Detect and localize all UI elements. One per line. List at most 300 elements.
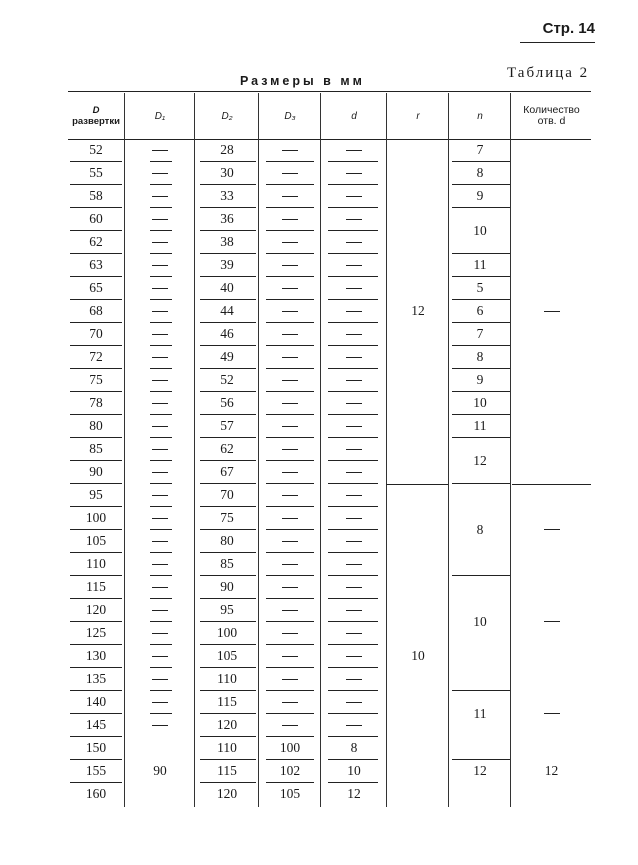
n-group-value: 6 [476,303,484,318]
row-rule [200,414,256,415]
dash-cell [126,393,194,413]
group-rule [452,391,510,392]
dash-mark [152,173,168,174]
group-rule [452,253,510,254]
row-rule [328,299,378,300]
row-rule [328,345,378,346]
dash-cell [126,462,194,482]
dash-mark [282,495,298,496]
row-rule [200,552,256,553]
row-rule [328,230,378,231]
header-d2: D₂ [221,110,233,122]
dash-cell [260,140,320,160]
value-cell: 105 [85,533,107,548]
row-rule [328,690,378,691]
r-group-value: 12 [411,303,425,318]
dash-mark [282,288,298,289]
row-rule [150,460,172,461]
units-caption: Размеры в мм [240,74,365,88]
dash-mark [544,311,560,312]
value-cell: 140 [85,694,107,709]
dash-cell [126,278,194,298]
value-cell: 85 [89,441,103,456]
dash-mark [282,518,298,519]
value-cell: 39 [220,257,234,272]
dash-mark [544,713,560,714]
col-separator [448,93,449,807]
value-cell: 52 [89,142,103,157]
dash-mark [152,380,168,381]
dash-mark [282,150,298,151]
row-rule [266,736,314,737]
dash-mark [152,150,168,151]
row-rule [266,506,314,507]
header-d1: D₁ [154,110,166,122]
dash-cell [260,508,320,528]
dash-cell [126,324,194,344]
n-group-value: 7 [476,142,484,157]
dash-cell [126,163,194,183]
row-rule [70,460,122,461]
row-rule [150,667,172,668]
col-separator [510,93,511,807]
row-rule [70,575,122,576]
row-rule [328,483,378,484]
row-rule [266,483,314,484]
dash-mark [346,219,362,220]
row-rule [150,690,172,691]
row-rule [328,368,378,369]
row-rule [328,667,378,668]
dash-cell [512,704,591,724]
dash-mark [282,265,298,266]
row-rule [200,575,256,576]
row-rule [70,368,122,369]
row-rule [70,782,122,783]
dash-mark [346,449,362,450]
row-rule [150,644,172,645]
value-cell: 110 [86,556,106,571]
row-rule [70,207,122,208]
value-cell: 95 [220,602,234,617]
n-group-value: 7 [476,326,484,341]
row-rule [328,713,378,714]
dash-mark [544,529,560,530]
dash-cell [260,669,320,689]
dash-mark [282,449,298,450]
group-rule [452,437,510,438]
value-cell: 120 [85,602,107,617]
value-cell: 160 [85,786,107,801]
row-rule [70,322,122,323]
row-rule [266,414,314,415]
dash-mark [346,173,362,174]
row-rule [328,460,378,461]
dash-cell [260,715,320,735]
page-number: Стр. 14 [542,20,595,37]
dash-mark [282,541,298,542]
dash-mark [152,518,168,519]
dash-mark [152,725,168,726]
header-d-hole: d [351,110,357,122]
value-cell: 30 [220,165,234,180]
row-rule [266,276,314,277]
dash-mark [346,679,362,680]
dash-cell [260,324,320,344]
value-cell: 72 [89,349,103,364]
value-cell: 44 [220,303,234,318]
page-number-rule [520,42,595,43]
dash-mark [346,587,362,588]
dash-mark [152,265,168,266]
dash-mark [152,610,168,611]
value-cell: 46 [220,326,234,341]
value-cell: 95 [89,487,103,502]
dash-cell [322,232,386,252]
dash-cell [260,232,320,252]
dash-cell [512,520,591,540]
dash-cell [322,439,386,459]
header-d-subtitle: развертки [72,116,120,127]
value-cell: 38 [220,234,234,249]
row-rule [328,184,378,185]
dash-cell [126,186,194,206]
row-rule [200,437,256,438]
value-cell: 75 [89,372,103,387]
dash-cell [322,255,386,275]
value-cell: 70 [220,487,234,502]
dash-mark [152,288,168,289]
dash-cell [322,370,386,390]
row-rule [70,276,122,277]
dash-cell [322,692,386,712]
value-cell: 90 [89,464,103,479]
dash-mark [346,541,362,542]
row-rule [200,736,256,737]
dash-mark [152,403,168,404]
value-cell: 68 [89,303,103,318]
row-rule [200,598,256,599]
group-rule [452,207,510,208]
row-rule [70,598,122,599]
dash-mark [346,656,362,657]
dash-mark [346,472,362,473]
value-cell: 120 [216,786,238,801]
n-group-value: 8 [476,521,484,537]
dash-mark [282,610,298,611]
row-rule [150,299,172,300]
dash-mark [152,311,168,312]
group-rule [452,759,510,760]
value-cell: 12 [347,786,361,801]
row-rule [200,667,256,668]
dash-cell [260,278,320,298]
dash-cell [126,554,194,574]
row-rule [266,207,314,208]
value-cell: 55 [89,165,103,180]
dash-mark [282,426,298,427]
row-rule [266,391,314,392]
row-rule [266,161,314,162]
dash-cell [126,623,194,643]
row-rule [328,598,378,599]
dash-mark [346,564,362,565]
dash-cell [126,485,194,505]
dash-mark [282,633,298,634]
dash-cell [260,462,320,482]
dash-mark [152,564,168,565]
row-rule [328,276,378,277]
dash-cell [322,577,386,597]
value-cell: 28 [220,142,234,157]
dash-cell [322,416,386,436]
row-rule [70,184,122,185]
dash-cell [260,485,320,505]
dash-mark [282,219,298,220]
group-rule [452,276,510,277]
row-rule [328,322,378,323]
dash-cell [322,600,386,620]
dash-cell [126,232,194,252]
dash-cell [322,554,386,574]
dash-mark [152,219,168,220]
value-cell: 63 [89,257,103,272]
row-rule [150,713,172,714]
header-count-label: Количество [523,104,580,116]
dash-cell [322,209,386,229]
dash-cell [260,370,320,390]
group-rule [452,368,510,369]
dash-cell [126,577,194,597]
row-rule [200,759,256,760]
dash-cell [260,209,320,229]
dash-mark [346,495,362,496]
row-rule [150,184,172,185]
row-rule [200,253,256,254]
group-rule [452,575,510,576]
dash-mark [346,518,362,519]
dash-cell [126,347,194,367]
row-rule [328,621,378,622]
value-cell: 80 [89,418,103,433]
row-rule [200,368,256,369]
value-cell: 115 [217,763,237,778]
row-rule [328,759,378,760]
row-rule [70,552,122,553]
dash-cell [322,278,386,298]
dash-cell [512,612,591,632]
dash-mark [152,495,168,496]
row-rule [70,414,122,415]
dash-cell [322,347,386,367]
col-separator [124,93,125,807]
row-rule [328,207,378,208]
dash-cell [126,416,194,436]
dash-mark [346,288,362,289]
row-rule [266,253,314,254]
row-rule [328,437,378,438]
dash-cell [126,646,194,666]
dash-mark [282,702,298,703]
row-rule [70,759,122,760]
row-rule [266,322,314,323]
row-rule [200,322,256,323]
value-cell: 49 [220,349,234,364]
row-rule [70,391,122,392]
dash-cell [126,692,194,712]
dash-mark [346,311,362,312]
dash-cell [322,186,386,206]
n-group-value: 9 [476,188,484,203]
row-rule [150,391,172,392]
group-rule [452,299,510,300]
group-rule [452,184,510,185]
dash-cell [260,186,320,206]
row-rule [70,667,122,668]
row-rule [266,644,314,645]
dash-mark [346,426,362,427]
value-cell: 145 [85,717,107,732]
row-rule [266,529,314,530]
n-group-value: 8 [476,165,484,180]
row-rule [328,506,378,507]
row-rule [328,782,378,783]
n-group-value: 5 [476,280,484,295]
row-rule [70,483,122,484]
dash-mark [282,564,298,565]
row-rule [70,437,122,438]
value-cell: 135 [85,671,107,686]
row-rule [70,690,122,691]
dash-cell [512,301,591,321]
col-separator [258,93,259,807]
dash-mark [152,472,168,473]
row-rule [150,552,172,553]
row-rule [150,322,172,323]
row-rule [70,506,122,507]
row-rule [200,184,256,185]
row-rule [70,529,122,530]
row-rule [266,345,314,346]
dash-cell [322,462,386,482]
value-cell: 67 [220,464,234,479]
row-rule [150,345,172,346]
value-cell: 85 [220,556,234,571]
header-r: r [416,110,420,122]
row-rule [70,621,122,622]
d1-merged-value: 90 [153,763,167,778]
value-cell: 75 [220,510,234,525]
dash-cell [260,577,320,597]
row-rule [150,437,172,438]
value-cell: 100 [85,510,107,525]
row-rule [328,253,378,254]
r-group-value: 10 [411,648,425,663]
row-rule [150,253,172,254]
row-rule [200,460,256,461]
row-rule [328,575,378,576]
value-cell: 155 [85,763,107,778]
dash-mark [346,265,362,266]
row-rule [150,529,172,530]
value-cell: 62 [89,234,103,249]
dash-mark [152,656,168,657]
group-rule [386,484,448,485]
row-rule [266,552,314,553]
dash-mark [282,311,298,312]
row-rule [328,414,378,415]
dash-cell [126,209,194,229]
value-cell: 36 [220,211,234,226]
dash-cell [260,623,320,643]
value-cell: 100 [279,740,301,755]
row-rule [328,529,378,530]
dash-cell [260,163,320,183]
dash-cell [260,646,320,666]
row-rule [150,230,172,231]
dash-cell [322,140,386,160]
row-rule [266,621,314,622]
value-cell: 40 [220,280,234,295]
value-cell: 150 [85,740,107,755]
row-rule [150,161,172,162]
header-d-symbol: D [92,105,100,116]
row-rule [200,782,256,783]
row-rule [70,736,122,737]
n-group-value: 10 [473,222,487,238]
dash-mark [346,196,362,197]
dash-cell [260,554,320,574]
row-rule [328,391,378,392]
row-rule [150,414,172,415]
dash-mark [282,357,298,358]
row-rule [200,529,256,530]
dash-cell [260,301,320,321]
dash-mark [346,725,362,726]
header-n: n [477,110,483,122]
dash-mark [152,633,168,634]
dash-mark [282,403,298,404]
dash-cell [126,301,194,321]
row-rule [70,230,122,231]
row-rule [266,713,314,714]
row-rule [266,230,314,231]
dash-cell [126,255,194,275]
dash-mark [282,242,298,243]
dash-cell [260,692,320,712]
dash-mark [152,449,168,450]
value-cell: 125 [85,625,107,640]
n-group-value: 12 [473,763,487,778]
row-rule [200,230,256,231]
value-cell: 56 [220,395,234,410]
dash-cell [126,140,194,160]
row-rule [200,161,256,162]
header-count-subtitle: отв. d [537,115,566,127]
dash-mark [346,357,362,358]
group-rule [452,483,510,484]
dash-cell [322,646,386,666]
col-separator [386,93,387,807]
value-cell: 57 [220,418,234,433]
row-rule [200,299,256,300]
dash-cell [322,623,386,643]
dash-mark [152,357,168,358]
row-rule [70,713,122,714]
value-cell: 62 [220,441,234,456]
dash-mark [282,587,298,588]
row-rule [150,207,172,208]
